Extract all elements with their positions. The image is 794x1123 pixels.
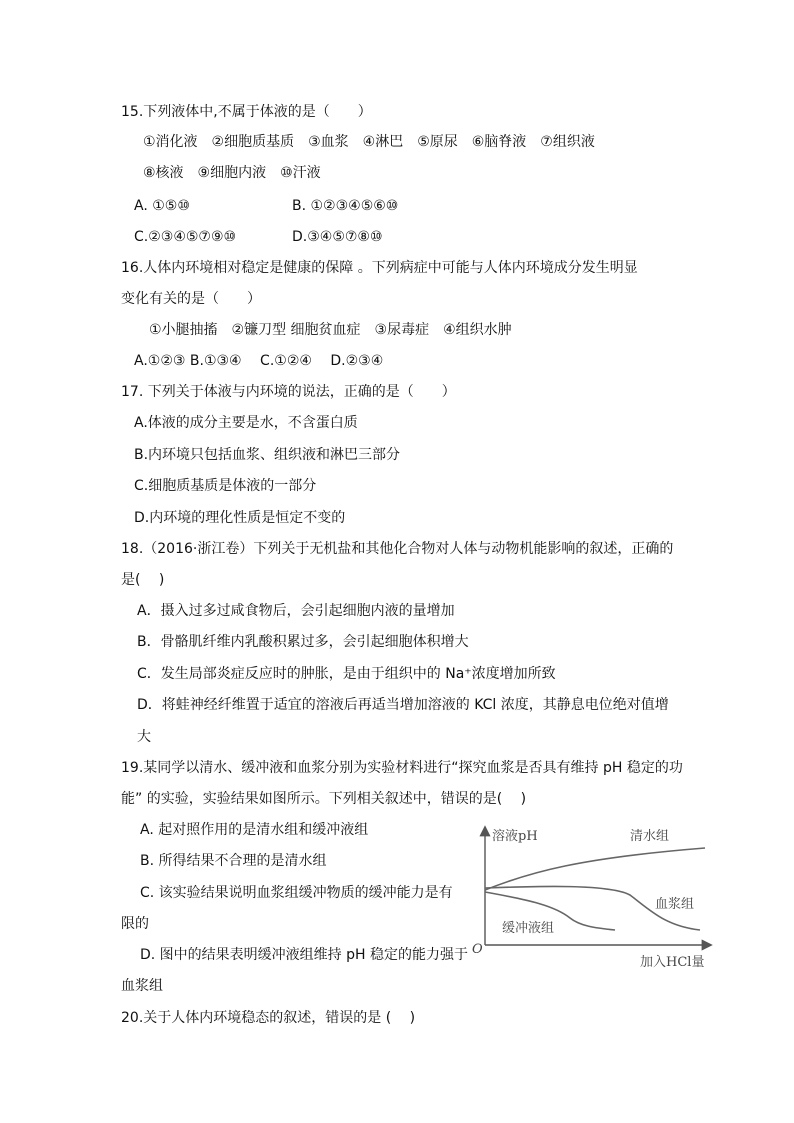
water-group-curve <box>485 848 705 890</box>
q19-option-b: B. 所得结果不合理的是清水组 <box>140 853 327 869</box>
q16-stem-line1: 16.人体内环境相对稳定是健康的保障 。下列病症中可能与人体内环境成分发生明显 <box>121 260 638 276</box>
q17-option-b: B.内环境只包括血浆、组织液和淋巴三部分 <box>134 447 401 463</box>
q15-option-b: B. ①②③④⑤⑥⑩ <box>292 198 399 214</box>
q15-stem: 15.下列液体中,不属于体液的是（ ） <box>121 104 372 120</box>
q19-option-d-line1: D. 图中的结果表明缓冲液组维持 pH 稳定的能力强于 <box>140 947 468 963</box>
q15-items-line1: ①消化液 ②细胞质基质 ③血浆 ④淋巴 ⑤原尿 ⑥脑脊液 ⑦组织液 <box>143 134 595 150</box>
q17-option-c: C.细胞质基质是体液的一部分 <box>134 478 317 494</box>
water-group-label: 清水组 <box>630 829 670 844</box>
q15-option-a: A. ①⑤⑩ <box>134 198 190 214</box>
q18-option-d-line1: D．将蛙神经纤维置于适宜的溶液后再适当增加溶液的 KCl 浓度，其静息电位绝对值增 <box>137 697 669 713</box>
q18-option-d-line2: 大 <box>137 729 151 745</box>
q19-option-a: A. 起对照作用的是清水组和缓冲液组 <box>140 822 369 838</box>
q15-option-d: D.③④⑤⑦⑧⑩ <box>292 229 383 245</box>
q19-option-d-line2: 血浆组 <box>121 978 163 994</box>
q18-option-a: A．摄入过多过咸食物后，会引起细胞内液的量增加 <box>137 603 455 619</box>
q18-option-c: C．发生局部炎症反应时的肿胀，是由于组织中的 Na⁺浓度增加所致 <box>137 666 556 682</box>
plasma-group-label: 血浆组 <box>655 897 695 912</box>
q15-items-line2: ⑧核液 ⑨细胞内液 ⑩汗液 <box>143 165 321 181</box>
buffer-group-label: 缓冲液组 <box>502 921 555 936</box>
q15-option-c: C.②③④⑤⑦⑨⑩ <box>134 229 237 245</box>
y-axis-label: 溶液pH <box>492 829 538 844</box>
ph-graph <box>470 820 720 970</box>
q17-option-d: D.内环境的理化性质是恒定不变的 <box>134 510 346 526</box>
q18-stem-line1: 18.（2016·浙江卷）下列关于无机盐和其他化合物对人体与动物机能影响的叙述，正确的 <box>121 541 674 557</box>
q16-options: A.①②③ B.①③④ C.①②④ D.②③④ <box>134 353 384 369</box>
q20-stem: 20.关于人体内环境稳态的叙述，错误的是 ( ) <box>121 1010 416 1026</box>
q16-stem-line2: 变化有关的是（ ） <box>121 291 261 307</box>
q16-items: ①小腿抽搐 ②镰刀型 细胞贫血症 ③尿毒症 ④组织水肿 <box>149 322 512 338</box>
origin-label: O <box>472 942 483 957</box>
q19-stem-line2: 能” 的实验，实验结果如图所示。下列相关叙述中，错误的是( ) <box>121 791 527 807</box>
q19-option-c-line2: 限的 <box>121 916 149 932</box>
q18-stem-line2: 是( ) <box>121 572 165 588</box>
q19-stem-line1: 19.某同学以清水、缓冲液和血浆分别为实验材料进行“探究血浆是否具有维持 pH 稳定的功 <box>121 760 683 776</box>
q17-option-a: A.体液的成分主要是水，不含蛋白质 <box>134 415 358 431</box>
q17-stem: 17. 下列关于体液与内环境的说法，正确的是（ ） <box>121 384 456 400</box>
q19-option-c-line1: C. 该实验结果说明血浆组缓冲物质的缓冲能力是有 <box>140 885 453 901</box>
x-axis-label: 加入HCl量 <box>640 955 705 970</box>
q18-option-b: B．骨骼肌纤维内乳酸积累过多，会引起细胞体积增大 <box>137 634 469 650</box>
